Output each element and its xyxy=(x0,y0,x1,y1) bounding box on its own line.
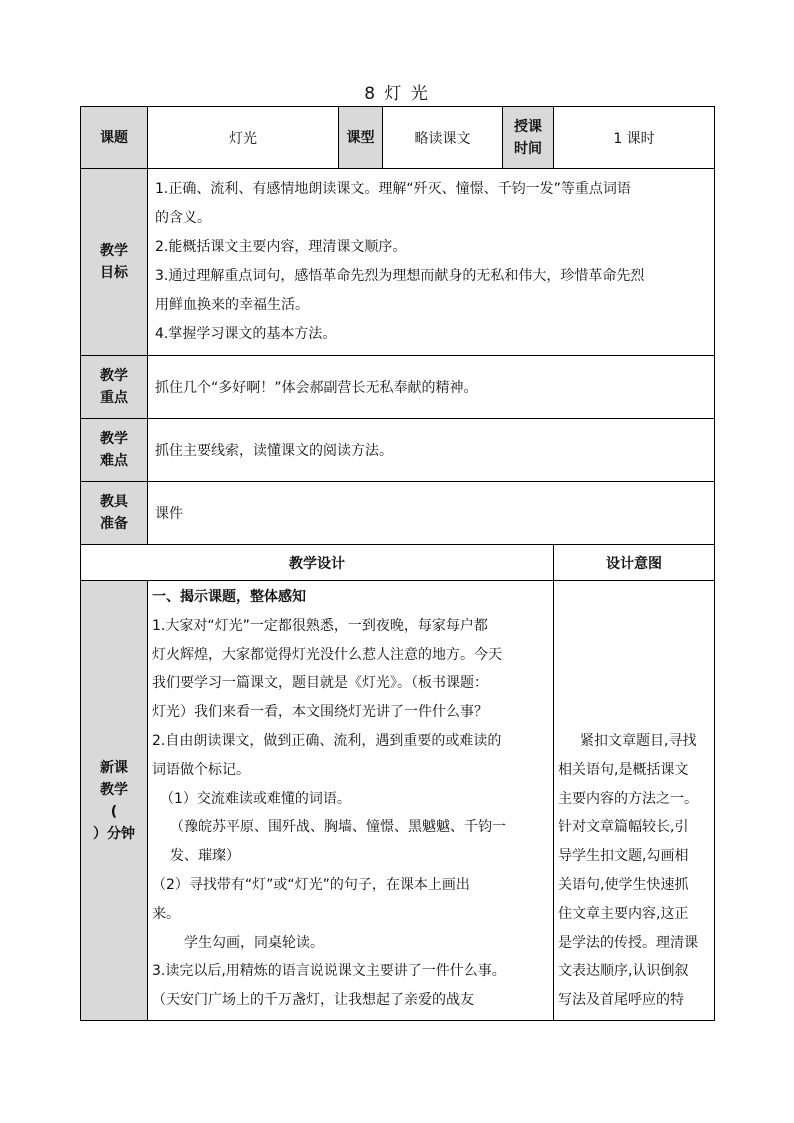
objectives-label: 教学 目标 xyxy=(81,169,148,356)
lesson-line: 来。 xyxy=(152,905,180,922)
lesson-line: （2）寻找带有“灯”或“灯光”的句子，在课本上画出 xyxy=(152,876,470,893)
objective-line: 2.能概括课文主要内容，理清课文顺序。 xyxy=(155,239,407,255)
tools-row xyxy=(81,482,715,545)
difficulty-label: 教学 难点 xyxy=(81,419,148,482)
lesson-line: 3.读完以后,用精炼的语言说说课文主要讲了一件什么事。 xyxy=(152,963,506,980)
time-value: 1 课时 xyxy=(554,107,715,169)
lesson-line: （1）交流难读或难懂的词语。 xyxy=(160,790,351,807)
design-header-row xyxy=(81,545,715,581)
intent-header: 设计意图 xyxy=(554,545,715,581)
new-lesson-content xyxy=(148,581,554,1021)
objectives-content xyxy=(148,169,715,356)
lesson-line: 1.大家对“灯光”一定都很熟悉，一到夜晚，每家每户都 xyxy=(152,617,488,634)
lesson-line: 灯光）我们来看一看，本文围绕灯光讲了一件什么事？ xyxy=(152,704,488,721)
objective-line: 的含义。 xyxy=(155,210,211,226)
tools-label: 教具 准备 xyxy=(81,482,148,545)
intent-line: 导学生扣文题,勾画相 xyxy=(558,848,689,865)
objective-line: 3.通过理解重点词句，感悟革命先烈为理想而献身的无私和伟大，珍惜革命先烈 xyxy=(155,268,645,284)
objective-line: 1.正确、流利、有感情地朗读课文。理解“歼灭、憧憬、千钧一发”等重点词语 xyxy=(155,181,631,197)
lesson-line: 学生勾画，同桌轮读。 xyxy=(184,934,324,951)
key-point-row xyxy=(81,356,715,419)
key-point-label: 教学 重点 xyxy=(81,356,148,419)
objective-line: 4.掌握学习课文的基本方法。 xyxy=(155,326,337,342)
lesson-line: 灯火辉煌，大家都觉得灯光没什么惹人注意的地方。今天 xyxy=(152,646,502,663)
lesson-plan-table xyxy=(80,106,715,1021)
page-title: 8 灯 光 xyxy=(364,84,430,104)
intent-content xyxy=(554,581,715,1021)
type-label: 课型 xyxy=(339,107,383,169)
tools-text: 课件 xyxy=(148,482,715,545)
lesson-line: 发、璀璨） xyxy=(170,848,240,865)
topic-label: 课题 xyxy=(81,107,148,169)
intent-line: 住文章主要内容,这正 xyxy=(558,905,689,922)
lesson-line: （豫皖苏平原、围歼战、胸墙、憧憬、黑魆魆、千钧一 xyxy=(170,819,506,836)
intent-line: 主要内容的方法之一。 xyxy=(558,790,698,807)
header-row xyxy=(81,107,715,169)
intent-line: 写法及首尾呼应的特 xyxy=(558,992,684,1009)
intent-line: 关语句,使学生快速抓 xyxy=(558,876,689,893)
intent-line: 文表达顺序,认识倒叙 xyxy=(558,963,689,980)
difficulty-row xyxy=(81,419,715,482)
type-value: 略读课文 xyxy=(383,107,503,169)
intent-line: 是学法的传授。理清课 xyxy=(558,934,698,951)
intent-line: 相关语句,是概括课文 xyxy=(558,761,689,778)
objectives-row xyxy=(81,169,715,356)
time-label: 授课 时间 xyxy=(503,107,554,169)
new-lesson-row xyxy=(81,581,715,1021)
new-lesson-label: 新课 教学 ( ）分钟 xyxy=(81,581,148,1021)
intent-line: 紧扣文章题目,寻找 xyxy=(580,733,697,749)
lesson-line: 词语做个标记。 xyxy=(152,761,250,778)
lesson-line: （天安门广场上的千万盏灯，让我想起了亲爱的战友 xyxy=(152,992,474,1009)
difficulty-text: 抓住主要线索，读懂课文的阅读方法。 xyxy=(148,419,715,482)
topic-value: 灯光 xyxy=(148,107,339,169)
objective-line: 用鲜血换来的幸福生活。 xyxy=(155,297,309,313)
intent-line: 针对文章篇幅较长,引 xyxy=(558,819,689,836)
section-heading: 一、揭示课题，整体感知 xyxy=(152,589,306,605)
design-header: 教学设计 xyxy=(81,545,554,581)
key-point-text: 抓住几个“多好啊！”体会郝副营长无私奉献的精神。 xyxy=(148,356,715,419)
lesson-line: 我们要学习一篇课文，题目就是《灯光》。（板书课题： xyxy=(152,675,488,692)
lesson-line: 2.自由朗读课文，做到正确、流利，遇到重要的或难读的 xyxy=(152,732,502,749)
